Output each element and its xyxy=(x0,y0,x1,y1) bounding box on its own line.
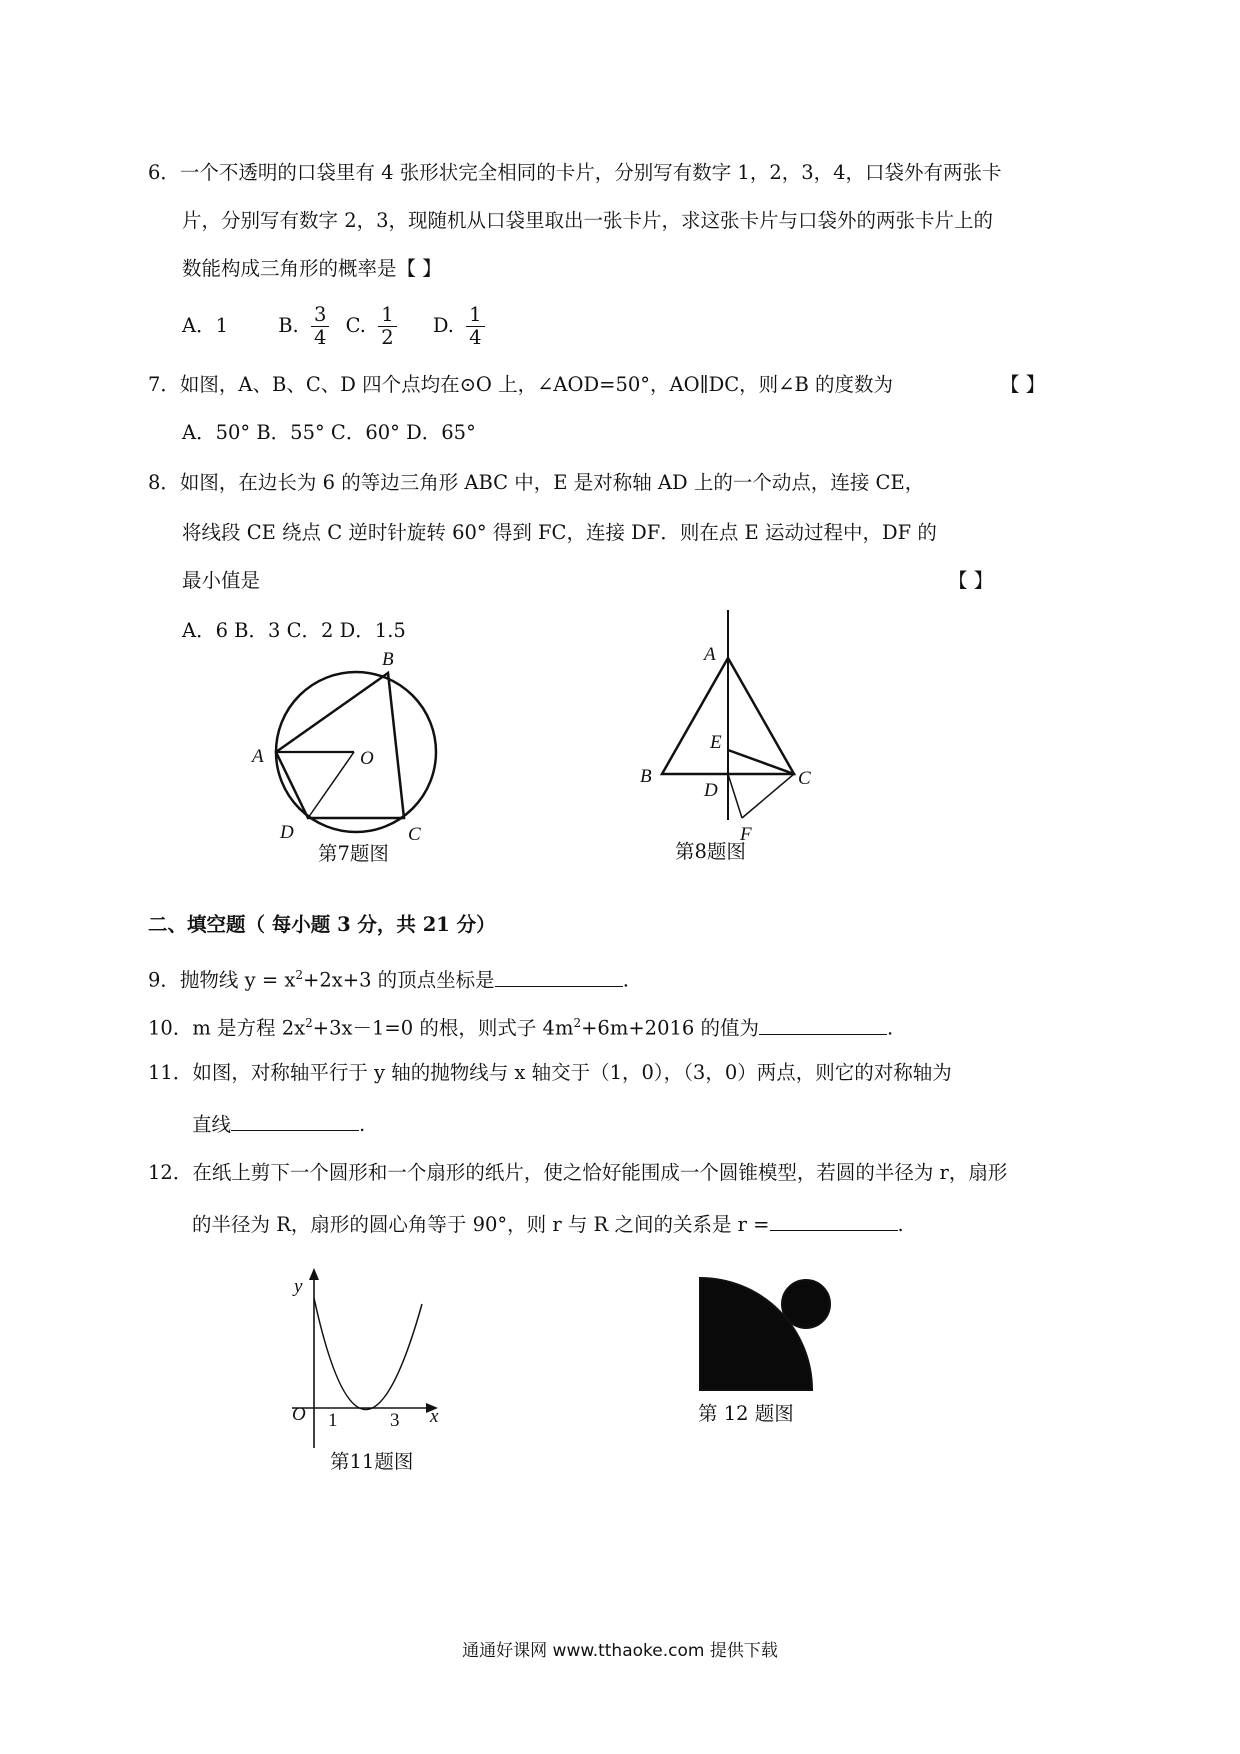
label-f: F xyxy=(740,824,752,845)
label-c: C xyxy=(408,824,421,845)
fraction-numerator: 3 xyxy=(311,304,329,327)
q8-line3: 最小值是 xyxy=(182,569,261,592)
q6-option-d-label: D. xyxy=(432,314,454,337)
label-3: 3 xyxy=(390,1410,400,1431)
q10-b: +3x－1=0 的根，则式子 4m xyxy=(312,1016,574,1040)
page-footer: 通通好课网 www.tthaoke.com 提供下载 xyxy=(462,1641,778,1661)
label-a: A xyxy=(252,746,264,767)
q7-options: A．50° B．55° C．60° D．65° xyxy=(182,421,476,444)
q11-prefix: 直线 xyxy=(192,1113,232,1136)
label-o: O xyxy=(360,748,374,769)
segment-cf xyxy=(742,774,794,818)
q9-superscript: 2 xyxy=(295,968,303,982)
fraction-denominator: 4 xyxy=(469,326,482,349)
q8-options: A．6 B．3 C．2 D．1.5 xyxy=(182,619,406,642)
small-circle xyxy=(782,1280,830,1328)
fraction-numerator: 1 xyxy=(378,304,396,327)
q11-end: . xyxy=(359,1113,366,1136)
figure-8-caption: 第8题图 xyxy=(675,840,746,863)
q10-superscript-1: 2 xyxy=(305,1016,313,1030)
section-2-title: 二、填空题（ 每小题 3 分，共 21 分） xyxy=(148,913,496,936)
q6-line2: 片，分别写有数字 2，3，现随机从口袋里取出一张卡片，求这张卡片与口袋外的两张卡片上的 xyxy=(182,209,994,232)
q6-option-c-label: C. xyxy=(345,314,366,337)
q12-answer-blank[interactable] xyxy=(770,1210,898,1231)
q12-end: . xyxy=(897,1213,904,1236)
fraction-denominator: 4 xyxy=(313,326,327,349)
q6-option-d-fraction xyxy=(466,304,484,349)
label-d: D xyxy=(280,822,294,843)
y-axis-arrow xyxy=(309,1268,319,1280)
q10-a: 10．m 是方程 2x xyxy=(148,1016,306,1040)
q11-line1: 11．如图，对称轴平行于 y 轴的抛物线与 x 轴交于（1，0），（3，0）两点，则它的对称轴为 xyxy=(148,1061,952,1084)
q6-option-c-fraction xyxy=(378,304,396,349)
label-a: A xyxy=(704,644,716,665)
q10-answer-blank[interactable] xyxy=(759,1014,887,1035)
label-c: C xyxy=(798,768,811,789)
label-d: D xyxy=(704,780,718,801)
q10-c: +6m+2016 的值为 xyxy=(581,1016,759,1040)
fraction-denominator: 2 xyxy=(381,326,394,349)
segment-od xyxy=(308,752,354,818)
quadrilateral-abcd xyxy=(276,673,404,818)
q8-line1: 8．如图，在边长为 6 的等边三角形 ABC 中，E 是对称轴 AD 上的一个动点，连接 CE， xyxy=(148,471,925,494)
q10-end: . xyxy=(887,1016,894,1040)
q6-option-b-label: B. xyxy=(278,314,299,337)
label-e: E xyxy=(710,732,722,753)
figure-12-caption: 第 12 题图 xyxy=(698,1402,794,1425)
label-b: B xyxy=(640,766,652,787)
label-b: B xyxy=(382,649,394,670)
label-y: y xyxy=(294,1276,303,1297)
q6-option-b-fraction xyxy=(311,304,329,349)
q9-end: . xyxy=(622,968,629,992)
q9-rest: +2x+3 的顶点坐标是 xyxy=(303,968,495,992)
q11-answer-blank[interactable] xyxy=(231,1110,359,1131)
q12-line2 xyxy=(192,1210,904,1238)
q12-prefix: 的半径为 R，扇形的圆心角等于 90°，则 r 与 R 之间的关系是 r = xyxy=(192,1213,770,1236)
q7-bracket: 【 】 xyxy=(1000,373,1046,396)
label-1: 1 xyxy=(328,1410,338,1431)
q6-line1: 6．一个不透明的口袋里有 4 张形状完全相同的卡片，分别写有数字 1，2，3，4，口袋外有两张卡 xyxy=(148,161,1002,184)
segment-ce xyxy=(728,750,794,774)
figure-8 xyxy=(630,610,830,860)
q6-option-a: A．1 xyxy=(182,314,228,337)
q11-line2 xyxy=(192,1110,365,1138)
figure-12 xyxy=(698,1276,838,1416)
label-x: x xyxy=(430,1406,439,1427)
q12-line1: 12．在纸上剪下一个圆形和一个扇形的纸片，使之恰好能围成一个圆锥模型，若圆的半径为 r，扇形 xyxy=(148,1161,1008,1184)
q8-bracket: 【 】 xyxy=(948,569,994,592)
figure-11-caption: 第11题图 xyxy=(330,1450,414,1473)
q7-line1: 7．如图，A、B、C、D 四个点均在⊙O 上，∠AOD=50°，AO∥DC，则∠B 的度数为 xyxy=(148,373,894,396)
figure-7-caption: 第7题图 xyxy=(318,842,389,865)
q9-answer-blank[interactable] xyxy=(495,966,623,987)
q8-line2: 将线段 CE 绕点 C 逆时针旋转 60° 得到 FC，连接 DF．则在点 E 运动过程中，DF 的 xyxy=(182,521,937,544)
q6-options xyxy=(182,302,491,350)
q9-line xyxy=(148,962,629,994)
q9-prefix: 9．抛物线 y = x xyxy=(148,968,296,992)
label-o: O xyxy=(292,1404,306,1425)
fraction-numerator: 1 xyxy=(466,304,484,327)
q10-superscript-2: 2 xyxy=(573,1016,582,1030)
q10-line xyxy=(148,1010,893,1042)
segment-df xyxy=(728,774,742,818)
parabola xyxy=(314,1298,422,1410)
q6-line3: 数能构成三角形的概率是【 】 xyxy=(182,257,442,280)
figure-11 xyxy=(282,1268,462,1458)
